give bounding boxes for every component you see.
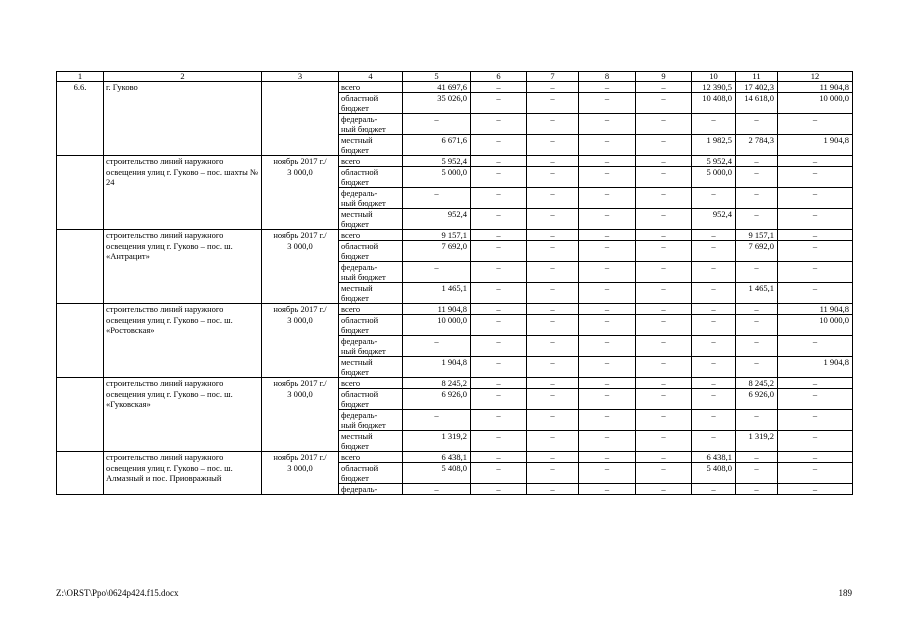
amount-cell: – — [736, 209, 778, 230]
funding-source: федераль- ный бюджет — [339, 262, 403, 283]
amount-cell: 17 402,3 — [736, 82, 778, 93]
column-number: 3 — [262, 72, 339, 82]
funding-source: местный бюджет — [339, 283, 403, 304]
amount-cell: – — [778, 463, 853, 484]
amount-cell: – — [636, 241, 692, 262]
item-date-capacity: ноябрь 2017 г./ 3 000,0 — [262, 230, 339, 304]
budget-table — [56, 71, 853, 495]
amount-cell: – — [471, 167, 527, 188]
item-name: строительство линий наружного освещения улиц г. Гуково – пос. ш. «Гуковская» — [104, 378, 262, 452]
column-number: 8 — [579, 72, 636, 82]
amount-cell: – — [579, 357, 636, 378]
amount-cell: – — [527, 82, 579, 93]
amount-cell: 12 390,5 — [692, 82, 736, 93]
column-number: 11 — [736, 72, 778, 82]
amount-cell: – — [636, 336, 692, 357]
amount-cell: – — [471, 389, 527, 410]
amount-cell: 9 157,1 — [736, 230, 778, 241]
funding-source: всего — [339, 156, 403, 167]
amount-cell: – — [471, 452, 527, 463]
funding-source: областной бюджет — [339, 315, 403, 336]
amount-cell: – — [579, 336, 636, 357]
amount-cell: – — [636, 156, 692, 167]
funding-source: областной бюджет — [339, 93, 403, 114]
table-row — [57, 156, 853, 167]
column-number: 4 — [339, 72, 403, 82]
funding-source: областной бюджет — [339, 389, 403, 410]
amount-cell: – — [471, 463, 527, 484]
amount-cell: 5 952,4 — [692, 156, 736, 167]
amount-cell: – — [778, 262, 853, 283]
amount-cell: 5 000,0 — [403, 167, 471, 188]
amount-cell: – — [736, 336, 778, 357]
amount-cell: – — [692, 389, 736, 410]
item-name: строительство линий наружного освещения улиц г. Гуково – пос. ш. Алмазный и пос. Приовражный — [104, 452, 262, 495]
amount-cell: – — [471, 188, 527, 209]
amount-cell: – — [471, 484, 527, 495]
amount-cell: – — [471, 82, 527, 93]
item-name: строительство линий наружного освещения улиц г. Гуково – пос. шахты № 24 — [104, 156, 262, 230]
funding-source: всего — [339, 378, 403, 389]
table-row — [57, 452, 853, 463]
amount-cell: – — [636, 167, 692, 188]
amount-cell: – — [778, 283, 853, 304]
amount-cell: – — [736, 463, 778, 484]
amount-cell: – — [471, 262, 527, 283]
table-row — [57, 304, 853, 315]
column-number: 5 — [403, 72, 471, 82]
amount-cell: 5 952,4 — [403, 156, 471, 167]
amount-cell: 41 697,6 — [403, 82, 471, 93]
funding-source: федераль- ный бюджет — [339, 410, 403, 431]
amount-cell: – — [736, 357, 778, 378]
amount-cell: 1 319,2 — [736, 431, 778, 452]
amount-cell: 6 438,1 — [692, 452, 736, 463]
amount-cell: – — [736, 410, 778, 431]
item-number — [57, 304, 104, 378]
amount-cell: 10 000,0 — [403, 315, 471, 336]
amount-cell: 2 784,3 — [736, 135, 778, 156]
amount-cell: – — [692, 315, 736, 336]
file-path: Z:\ORST\Ppo\0624p424.f15.docx — [56, 588, 179, 598]
amount-cell: – — [636, 357, 692, 378]
amount-cell: – — [527, 315, 579, 336]
item-date-capacity: ноябрь 2017 г./ 3 000,0 — [262, 304, 339, 378]
table-row — [57, 378, 853, 389]
amount-cell: – — [579, 378, 636, 389]
item-number: 6.6. — [57, 82, 104, 156]
amount-cell: – — [471, 315, 527, 336]
amount-cell: 11 904,8 — [403, 304, 471, 315]
amount-cell: – — [579, 156, 636, 167]
amount-cell: – — [579, 93, 636, 114]
amount-cell: – — [403, 262, 471, 283]
amount-cell: 5 000,0 — [692, 167, 736, 188]
amount-cell: – — [736, 167, 778, 188]
amount-cell: – — [527, 463, 579, 484]
amount-cell: – — [778, 410, 853, 431]
column-number: 6 — [471, 72, 527, 82]
item-number — [57, 230, 104, 304]
amount-cell: – — [636, 378, 692, 389]
amount-cell: – — [778, 241, 853, 262]
column-number: 2 — [104, 72, 262, 82]
amount-cell: – — [471, 410, 527, 431]
amount-cell: – — [636, 389, 692, 410]
amount-cell: – — [636, 283, 692, 304]
amount-cell: – — [636, 410, 692, 431]
amount-cell: – — [527, 93, 579, 114]
amount-cell: – — [403, 410, 471, 431]
amount-cell: – — [527, 114, 579, 135]
amount-cell: – — [471, 93, 527, 114]
amount-cell: 6 671,6 — [403, 135, 471, 156]
item-name: г. Гуково — [104, 82, 262, 156]
amount-cell: – — [527, 431, 579, 452]
amount-cell: – — [579, 389, 636, 410]
funding-source: местный бюджет — [339, 209, 403, 230]
item-name: строительство линий наружного освещения улиц г. Гуково – пос. ш. «Антрацит» — [104, 230, 262, 304]
amount-cell: 1 465,1 — [403, 283, 471, 304]
amount-cell: 6 926,0 — [736, 389, 778, 410]
amount-cell: – — [778, 230, 853, 241]
funding-source: федераль- ный бюджет — [339, 336, 403, 357]
column-number: 12 — [778, 72, 853, 82]
amount-cell: – — [471, 283, 527, 304]
amount-cell: – — [778, 167, 853, 188]
amount-cell: 5 408,0 — [403, 463, 471, 484]
amount-cell: – — [471, 230, 527, 241]
amount-cell: – — [736, 452, 778, 463]
amount-cell: 1 904,8 — [778, 135, 853, 156]
amount-cell: – — [778, 389, 853, 410]
amount-cell: – — [636, 82, 692, 93]
amount-cell: 11 904,8 — [778, 82, 853, 93]
amount-cell: – — [579, 431, 636, 452]
amount-cell: 7 692,0 — [736, 241, 778, 262]
amount-cell: – — [736, 315, 778, 336]
page-number: 189 — [838, 588, 852, 598]
funding-source: областной бюджет — [339, 241, 403, 262]
amount-cell: 1 982,5 — [692, 135, 736, 156]
amount-cell: – — [692, 431, 736, 452]
amount-cell: 8 245,2 — [403, 378, 471, 389]
column-number: 9 — [636, 72, 692, 82]
amount-cell: – — [778, 336, 853, 357]
table-row — [57, 82, 853, 93]
header-row — [57, 72, 853, 82]
amount-cell: – — [471, 209, 527, 230]
amount-cell: – — [692, 410, 736, 431]
funding-source: всего — [339, 452, 403, 463]
amount-cell: – — [778, 431, 853, 452]
amount-cell: – — [579, 209, 636, 230]
table-body — [57, 82, 853, 495]
amount-cell: – — [527, 357, 579, 378]
amount-cell: 10 000,0 — [778, 315, 853, 336]
item-date-capacity — [262, 82, 339, 156]
amount-cell: – — [692, 188, 736, 209]
amount-cell: – — [692, 378, 736, 389]
amount-cell: – — [692, 262, 736, 283]
amount-cell: – — [527, 262, 579, 283]
funding-source: областной бюджет — [339, 463, 403, 484]
funding-source: областной бюджет — [339, 167, 403, 188]
amount-cell: – — [736, 262, 778, 283]
amount-cell: – — [471, 378, 527, 389]
amount-cell: – — [692, 484, 736, 495]
amount-cell: – — [527, 230, 579, 241]
amount-cell: – — [527, 410, 579, 431]
funding-source: всего — [339, 82, 403, 93]
amount-cell: – — [579, 167, 636, 188]
amount-cell: – — [579, 114, 636, 135]
funding-source: местный бюджет — [339, 357, 403, 378]
amount-cell: – — [736, 188, 778, 209]
amount-cell: – — [579, 410, 636, 431]
column-number: 7 — [527, 72, 579, 82]
amount-cell: – — [579, 188, 636, 209]
funding-source: всего — [339, 230, 403, 241]
amount-cell: – — [636, 188, 692, 209]
amount-cell: – — [778, 114, 853, 135]
amount-cell: 6 438,1 — [403, 452, 471, 463]
amount-cell: – — [527, 452, 579, 463]
amount-cell: – — [527, 209, 579, 230]
amount-cell: 1 904,8 — [403, 357, 471, 378]
amount-cell: – — [527, 188, 579, 209]
amount-cell: – — [579, 452, 636, 463]
item-number — [57, 156, 104, 230]
amount-cell: – — [527, 336, 579, 357]
amount-cell: – — [527, 304, 579, 315]
amount-cell: – — [527, 283, 579, 304]
item-number — [57, 378, 104, 452]
amount-cell: 10 408,0 — [692, 93, 736, 114]
funding-source: федераль- — [339, 484, 403, 495]
amount-cell: 14 618,0 — [736, 93, 778, 114]
amount-cell: – — [527, 156, 579, 167]
column-number: 10 — [692, 72, 736, 82]
amount-cell: – — [636, 135, 692, 156]
amount-cell: – — [736, 114, 778, 135]
amount-cell: – — [692, 336, 736, 357]
item-date-capacity: ноябрь 2017 г./ 3 000,0 — [262, 156, 339, 230]
amount-cell: – — [471, 241, 527, 262]
funding-source: всего — [339, 304, 403, 315]
amount-cell: – — [636, 304, 692, 315]
funding-source: федераль- ный бюджет — [339, 188, 403, 209]
amount-cell: – — [778, 156, 853, 167]
amount-cell: – — [636, 484, 692, 495]
amount-cell: – — [527, 378, 579, 389]
amount-cell: – — [579, 304, 636, 315]
amount-cell: – — [471, 336, 527, 357]
item-name: строительство линий наружного освещения улиц г. Гуково – пос. ш. «Ростовская» — [104, 304, 262, 378]
table-header — [57, 72, 853, 82]
amount-cell: – — [636, 114, 692, 135]
amount-cell: 952,4 — [692, 209, 736, 230]
amount-cell: – — [736, 156, 778, 167]
amount-cell: – — [778, 209, 853, 230]
amount-cell: – — [692, 241, 736, 262]
amount-cell: – — [527, 167, 579, 188]
funding-source: местный бюджет — [339, 431, 403, 452]
amount-cell: – — [403, 336, 471, 357]
amount-cell: 1 904,8 — [778, 357, 853, 378]
amount-cell: – — [579, 283, 636, 304]
amount-cell: – — [778, 378, 853, 389]
amount-cell: – — [692, 230, 736, 241]
column-number: 1 — [57, 72, 104, 82]
amount-cell: – — [471, 114, 527, 135]
amount-cell: 5 408,0 — [692, 463, 736, 484]
amount-cell: – — [527, 484, 579, 495]
amount-cell: 11 904,8 — [778, 304, 853, 315]
amount-cell: 8 245,2 — [736, 378, 778, 389]
amount-cell: 7 692,0 — [403, 241, 471, 262]
amount-cell: – — [403, 114, 471, 135]
amount-cell: – — [636, 230, 692, 241]
amount-cell: – — [736, 304, 778, 315]
amount-cell: – — [403, 484, 471, 495]
amount-cell: – — [692, 283, 736, 304]
amount-cell: – — [579, 315, 636, 336]
item-date-capacity: ноябрь 2017 г./ 3 000,0 — [262, 452, 339, 495]
amount-cell: – — [636, 209, 692, 230]
amount-cell: – — [636, 262, 692, 283]
amount-cell: – — [471, 357, 527, 378]
amount-cell: – — [471, 135, 527, 156]
amount-cell: – — [579, 262, 636, 283]
amount-cell: – — [471, 156, 527, 167]
amount-cell: – — [471, 304, 527, 315]
amount-cell: 35 026,0 — [403, 93, 471, 114]
amount-cell: 6 926,0 — [403, 389, 471, 410]
funding-source: федераль- ный бюджет — [339, 114, 403, 135]
amount-cell: – — [579, 135, 636, 156]
amount-cell: – — [579, 230, 636, 241]
amount-cell: – — [579, 241, 636, 262]
table-row — [57, 230, 853, 241]
amount-cell: – — [527, 241, 579, 262]
amount-cell: – — [636, 315, 692, 336]
amount-cell: – — [778, 188, 853, 209]
amount-cell: – — [636, 93, 692, 114]
amount-cell: – — [403, 188, 471, 209]
amount-cell: – — [692, 357, 736, 378]
amount-cell: – — [636, 431, 692, 452]
amount-cell: – — [636, 463, 692, 484]
amount-cell: – — [736, 484, 778, 495]
amount-cell: 10 000,0 — [778, 93, 853, 114]
amount-cell: 1 319,2 — [403, 431, 471, 452]
amount-cell: – — [692, 304, 736, 315]
amount-cell: – — [579, 484, 636, 495]
amount-cell: – — [579, 463, 636, 484]
amount-cell: – — [527, 389, 579, 410]
amount-cell: – — [527, 135, 579, 156]
amount-cell: 9 157,1 — [403, 230, 471, 241]
item-number — [57, 452, 104, 495]
amount-cell: – — [471, 431, 527, 452]
amount-cell: – — [778, 484, 853, 495]
amount-cell: 952,4 — [403, 209, 471, 230]
funding-source: местный бюджет — [339, 135, 403, 156]
item-date-capacity: ноябрь 2017 г./ 3 000,0 — [262, 378, 339, 452]
amount-cell: – — [778, 452, 853, 463]
amount-cell: 1 465,1 — [736, 283, 778, 304]
amount-cell: – — [579, 82, 636, 93]
amount-cell: – — [692, 114, 736, 135]
amount-cell: – — [636, 452, 692, 463]
